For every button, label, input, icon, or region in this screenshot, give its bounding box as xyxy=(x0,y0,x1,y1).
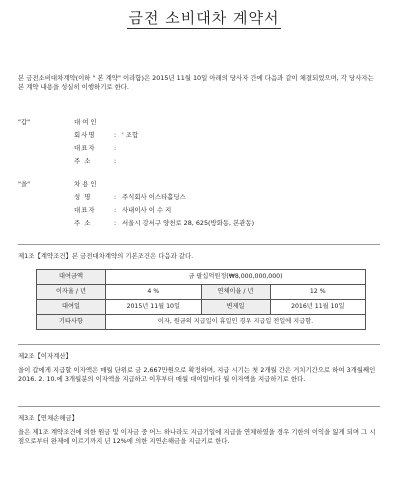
party-b-row-label: 성 명 xyxy=(74,193,92,201)
loan-date-value: 2015년 11월 10일 xyxy=(106,300,202,315)
document-title xyxy=(18,8,390,34)
party-a-row: 회사명 : ' 조합 xyxy=(74,131,139,139)
section-divider xyxy=(18,244,380,245)
party-b-row: 성 명 : 주식회사 이스타홀딩스 xyxy=(74,193,186,201)
overdue-rate-label: 연체이율 / 년 xyxy=(201,285,270,300)
clause1-heading: 제1조【계약조건】본 금전대차계약의 기본조건은 다음과 같다. xyxy=(18,252,194,260)
table-row xyxy=(37,285,366,300)
party-a-row-label: 회사명 xyxy=(74,131,96,139)
party-b-row-label: 주 소 xyxy=(74,219,92,227)
party-a-row: 대표자 : xyxy=(74,144,117,152)
clause3-body: 을은 제1조 계약조건에 의한 원금 및 이자금 중 어느 하나라도 지급기일에 지급을 연체하였을 경우 기한의 이익을 잃게 되며 그 시점으로부터 완제에 이르기까지 년 12%에 의한 지연손해금을 지급키로 한다. xyxy=(18,428,376,446)
party-a-row-label: 대표자 xyxy=(74,144,96,152)
other-terms-value: 이자, 원금의 지급일이 휴일인 경우 지급일 전일에 지급함. xyxy=(106,315,366,330)
party-a-role: 대 여 인 xyxy=(74,118,97,126)
party-a-row: 주 소 : xyxy=(74,157,117,165)
section-divider xyxy=(18,344,380,345)
amount-value: 금 팔십억원정(₩8,000,000,000) xyxy=(106,270,366,285)
loan-terms-table xyxy=(36,269,366,330)
section-divider xyxy=(18,406,380,407)
party-b-row-value: 사내이사 이 수 지 xyxy=(122,206,172,214)
party-b-row-value: 주식회사 이스타홀딩스 xyxy=(122,193,186,201)
party-a-row-label: 주 소 xyxy=(74,157,92,165)
table-row xyxy=(37,315,366,330)
party-a-rows xyxy=(74,118,138,170)
rate-label: 이자율 / 년 xyxy=(37,285,106,300)
due-date-value: 2016년 11월 10일 xyxy=(270,300,366,315)
party-b-row: 주 소 : 서울시 강서구 양천로 28, 625(방화동, 본관동) xyxy=(74,219,255,227)
table-row xyxy=(37,270,366,285)
other-terms-label: 기타사항 xyxy=(37,315,106,330)
party-a-row-value: ' 조합 xyxy=(122,131,139,139)
party-b-role: 차 용 인 xyxy=(74,180,97,188)
rate-value: 4 % xyxy=(106,285,202,300)
clause2-heading: 제2조【이자계산】 xyxy=(18,352,72,360)
overdue-rate-value: 12 % xyxy=(270,285,366,300)
party-b-row: 대표자 : 사내이사 이 수 지 xyxy=(74,206,172,214)
party-b-row-value: 서울시 강서구 양천로 28, 625(방화동, 본관동) xyxy=(122,219,255,227)
party-b-tag: "을" xyxy=(18,180,31,188)
amount-label: 대여금액 xyxy=(37,270,106,285)
intro-paragraph: 본 금전소비대차계약(이하 " 본 계약" 이라함)은 2015년 11월 10일 아래의 당사자 간에 다음과 같이 체결되었으며, 각 당사자는 본 계약 내용을 성실히 이행하기로 한다. xyxy=(18,74,374,92)
party-a-tag: "갑" xyxy=(18,118,31,126)
due-date-label: 변제일 xyxy=(201,300,270,315)
party-b-rows xyxy=(74,180,254,232)
loan-date-label: 대여일 xyxy=(37,300,106,315)
party-b-row-label: 대표자 xyxy=(74,206,96,214)
document-title-text: 금전 소비대차 계약서 xyxy=(128,9,280,27)
table-row xyxy=(37,300,366,315)
clause2-body: 을이 갑에게 지급할 이자액은 매월 단위로 금 2,667만원으로 확정하며, 지급 시기는 첫 2개월 간은 거치기간으로 하여 3개월째인 2016. 2. 10.에 3개월분의 이자액을 지급하고 이후부터 매월 대여일마다 월 이자액을 지급하기로 한다. xyxy=(18,366,376,384)
contract-page xyxy=(18,8,390,466)
clause3-heading: 제3조【연체손해금】 xyxy=(18,414,79,422)
